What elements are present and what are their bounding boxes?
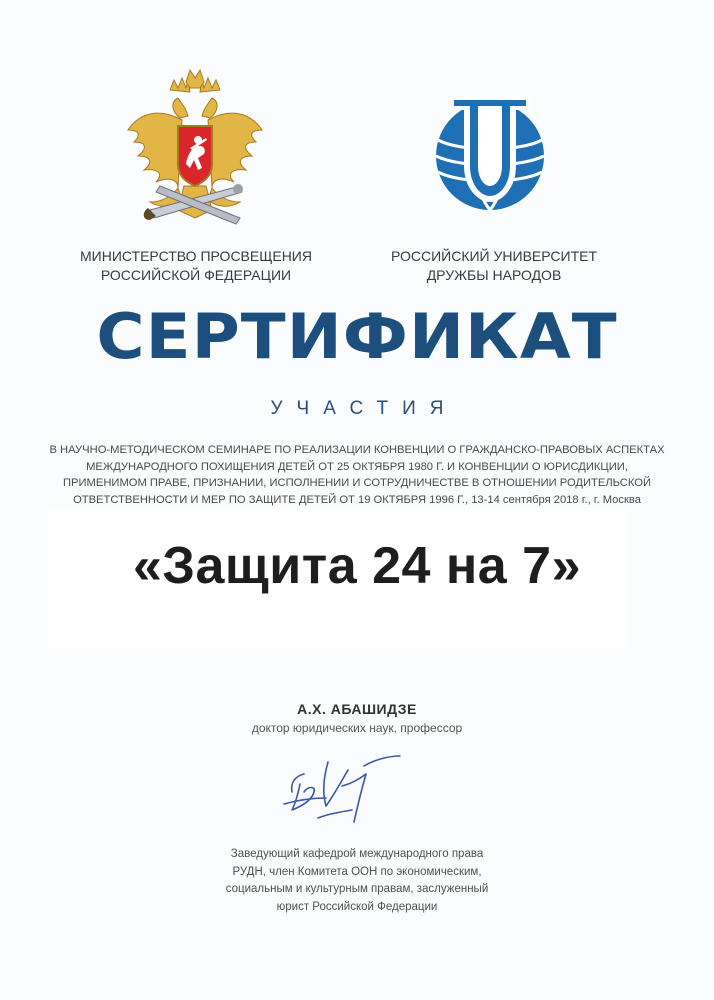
description-line: ПРИМЕНИМОМ ПРАВЕ, ПРИЗНАНИИ, ИСПОЛНЕНИИ И СОТРУДНИЧЕСТВЕ В ОТНОШЕНИИ РОДИТЕЛЬСКОЙ [63,477,651,489]
signer-position [180,846,534,916]
seminar-description [40,442,674,508]
seminar-name: «Защита 24 на 7» [133,537,581,595]
position-line: юрист Российской Федерации [276,900,438,913]
signer-name: А.Х. АБАШИДЗЕ [297,701,417,717]
description-line: В НАУЧНО-МЕТОДИЧЕСКОМ СЕМИНАРЕ ПО РЕАЛИЗАЦИИ КОНВЕНЦИИ О ГРАЖДАНСКО-ПРАВОВЫХ АСПЕКТАХ [49,444,665,456]
description-line: МЕЖДУНАРОДНОГО ПОХИЩЕНИЯ ДЕТЕЙ ОТ 25 ОКТЯБРЯ 1980 Г. И КОНВЕНЦИИ О ЮРИСДИКЦИИ, [86,460,628,473]
ministry-name-line2: РОССИЙСКОЙ ФЕДЕРАЦИИ [100,267,292,283]
coat-of-arms-icon [120,68,270,228]
position-line: РУДН, член Комитета ООН по экономическим, [232,865,482,878]
university-name-line2: ДРУЖБЫ НАРОДОВ [426,267,562,283]
position-line: Заведующий кафедрой международного права [230,848,484,860]
signature-icon [278,752,414,832]
signer-degree: доктор юридических наук, профессор [251,721,463,735]
university-name [364,247,624,285]
description-line: ОТВЕТСТВЕННОСТИ И МЕР ПО ЗАЩИТЕ ДЕТЕЙ ОТ 19 ОКТЯБРЯ 1996 Г., 13-14 сентября 2018 г., г. Москва [73,493,641,506]
university-logo-icon [420,96,560,214]
university-name-line1: РОССИЙСКИЙ УНИВЕРСИТЕТ [390,248,598,264]
ministry-name [66,247,326,285]
position-line: социальным и культурным правам, заслуженный [225,883,489,895]
ministry-name-line1: МИНИСТЕРСТВО ПРОСВЕЩЕНИЯ [80,248,312,264]
certificate-title: СЕРТИФИКАТ [96,300,618,373]
certificate-subtitle: УЧАСТИЯ [270,398,458,419]
